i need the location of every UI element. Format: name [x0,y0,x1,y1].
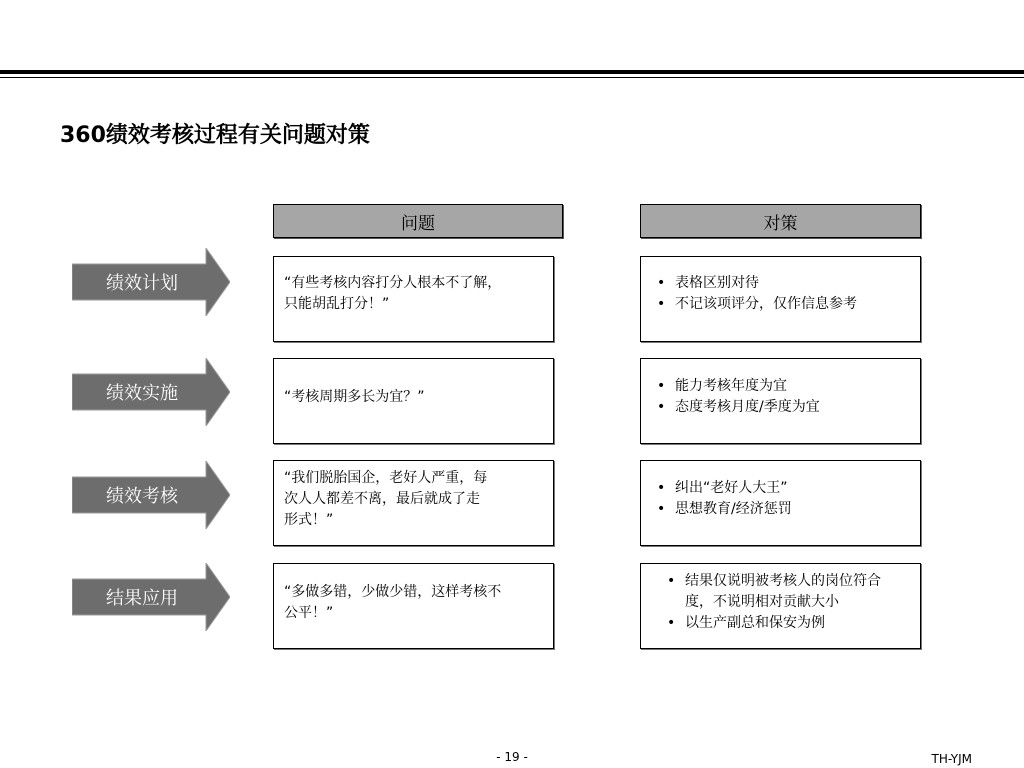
strategy-item: • 不记该项评分，仅作信息参考 [657,294,912,315]
strategy-item: • 表格区别对待 [657,273,912,294]
stage-arrow-plan [72,248,230,316]
strategy-item: • 以生产副总和保安为例 [667,613,907,634]
stage-label: 结果应用 [106,588,178,609]
strategy-item: • 态度考核月度/季度为宜 [657,397,912,418]
problem-quote: “考核周期多长为宜？” [284,389,425,405]
stage-label: 绩效考核 [106,486,178,507]
strategy-item: • 能力考核年度为宜 [657,376,912,397]
stage-arrow-apply [72,563,230,631]
header-rule-thick [0,70,1024,74]
strategy-box-appraise [640,460,921,546]
strategy-box-plan [640,256,921,342]
header-rule-thin [0,77,1024,78]
page-number: - 19 - [496,750,528,764]
problem-box-apply [273,563,554,649]
stage-label: 绩效计划 [106,273,178,294]
problem-quote: “多做多错，少做少错，这样考核不 公平！” [284,584,502,621]
strategy-item: • 思想教育/经济惩罚 [657,499,912,520]
problem-quote: “有些考核内容打分人根本不了解， 只能胡乱打分！” [284,275,502,312]
problem-box-implement [273,358,554,444]
problem-box-appraise [273,460,554,546]
page-title: 360绩效考核过程有关问题对策 [60,123,370,148]
strategy-list [657,376,912,418]
strategy-list [657,478,912,520]
problem-box-plan [273,256,554,342]
strategy-list [667,571,907,634]
strategy-list [657,273,912,315]
stage-label: 绩效实施 [106,383,178,404]
strategy-item: • 纠出“老好人大王” [657,478,912,499]
document-code: TH-YJM [931,752,972,766]
stage-arrow-appraise [72,461,230,529]
strategy-item: • 结果仅说明被考核人的岗位符合度，不说明相对贡献大小 [667,571,907,613]
stage-arrow-implement [72,358,230,426]
strategy-box-implement [640,358,921,444]
strategy-column-header: 对策 [640,204,921,238]
strategy-box-apply [640,563,921,649]
problem-column-header: 问题 [273,204,563,238]
problem-quote: “我们脱胎国企，老好人严重，每 次人人都差不离，最后就成了走 形式！” [284,470,488,528]
